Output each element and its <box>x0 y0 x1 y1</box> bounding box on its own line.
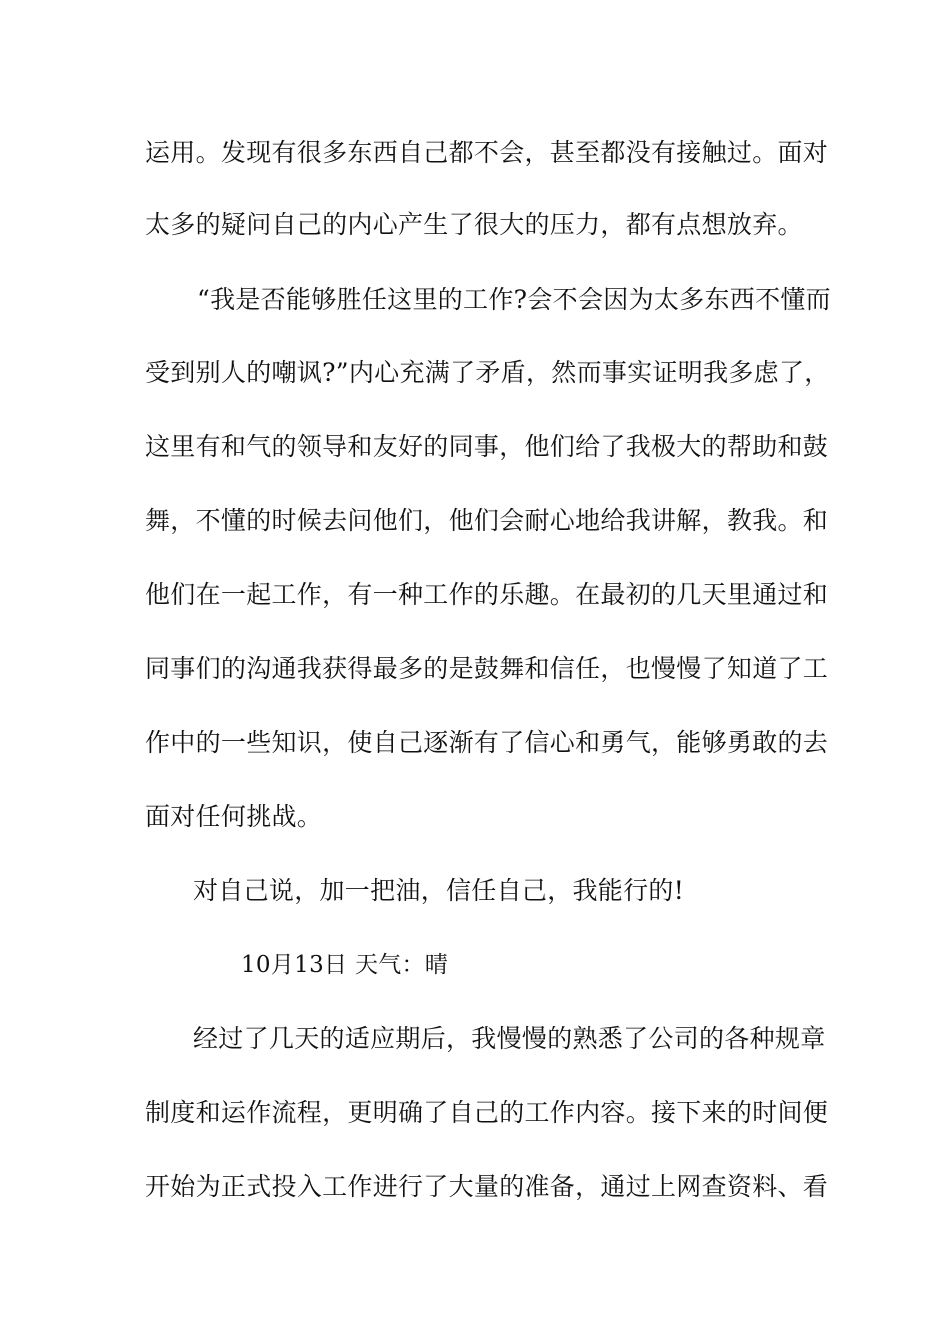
paragraph-line: 这里有和气的领导和友好的同事，他们给了我极大的帮助和鼓 <box>145 432 829 461</box>
paragraph-line: 舞，不懂的时候去问他们，他们会耐心地给我讲解，教我。和 <box>145 506 829 535</box>
paragraph-line: 他们在一起工作，有一种工作的乐趣。在最初的几天里通过和 <box>145 580 829 609</box>
diary-date-heading: 10月13日 天气：晴 <box>241 952 449 978</box>
paragraph-line: 面对任何挑战。 <box>145 802 323 831</box>
paragraph-line: 同事们的沟通我获得最多的是鼓舞和信任，也慢慢了知道了工 <box>145 654 829 683</box>
paragraph-line: 对自己说，加一把油，信任自己，我能行的! <box>193 876 685 905</box>
paragraph-line: 运用。发现有很多东西自己都不会，甚至都没有接触过。面对 <box>145 138 829 167</box>
paragraph-line: 经过了几天的适应期后，我慢慢的熟悉了公司的各种规章 <box>193 1024 826 1053</box>
paragraph-line: 制度和运作流程，更明确了自己的工作内容。接下来的时间便 <box>145 1098 829 1127</box>
paragraph-line: “我是否能够胜任这里的工作?会不会因为太多东西不懂而 <box>197 285 831 314</box>
paragraph-line: 开始为正式投入工作进行了大量的准备，通过上网查资料、看 <box>145 1172 829 1201</box>
paragraph-line: 受到别人的嘲讽?”内心充满了矛盾，然而事实证明我多虑了， <box>145 358 830 387</box>
paragraph-line: 作中的一些知识，使自己逐渐有了信心和勇气，能够勇敢的去 <box>145 728 829 757</box>
paragraph-line: 太多的疑问自己的内心产生了很大的压力，都有点想放弃。 <box>145 210 803 239</box>
